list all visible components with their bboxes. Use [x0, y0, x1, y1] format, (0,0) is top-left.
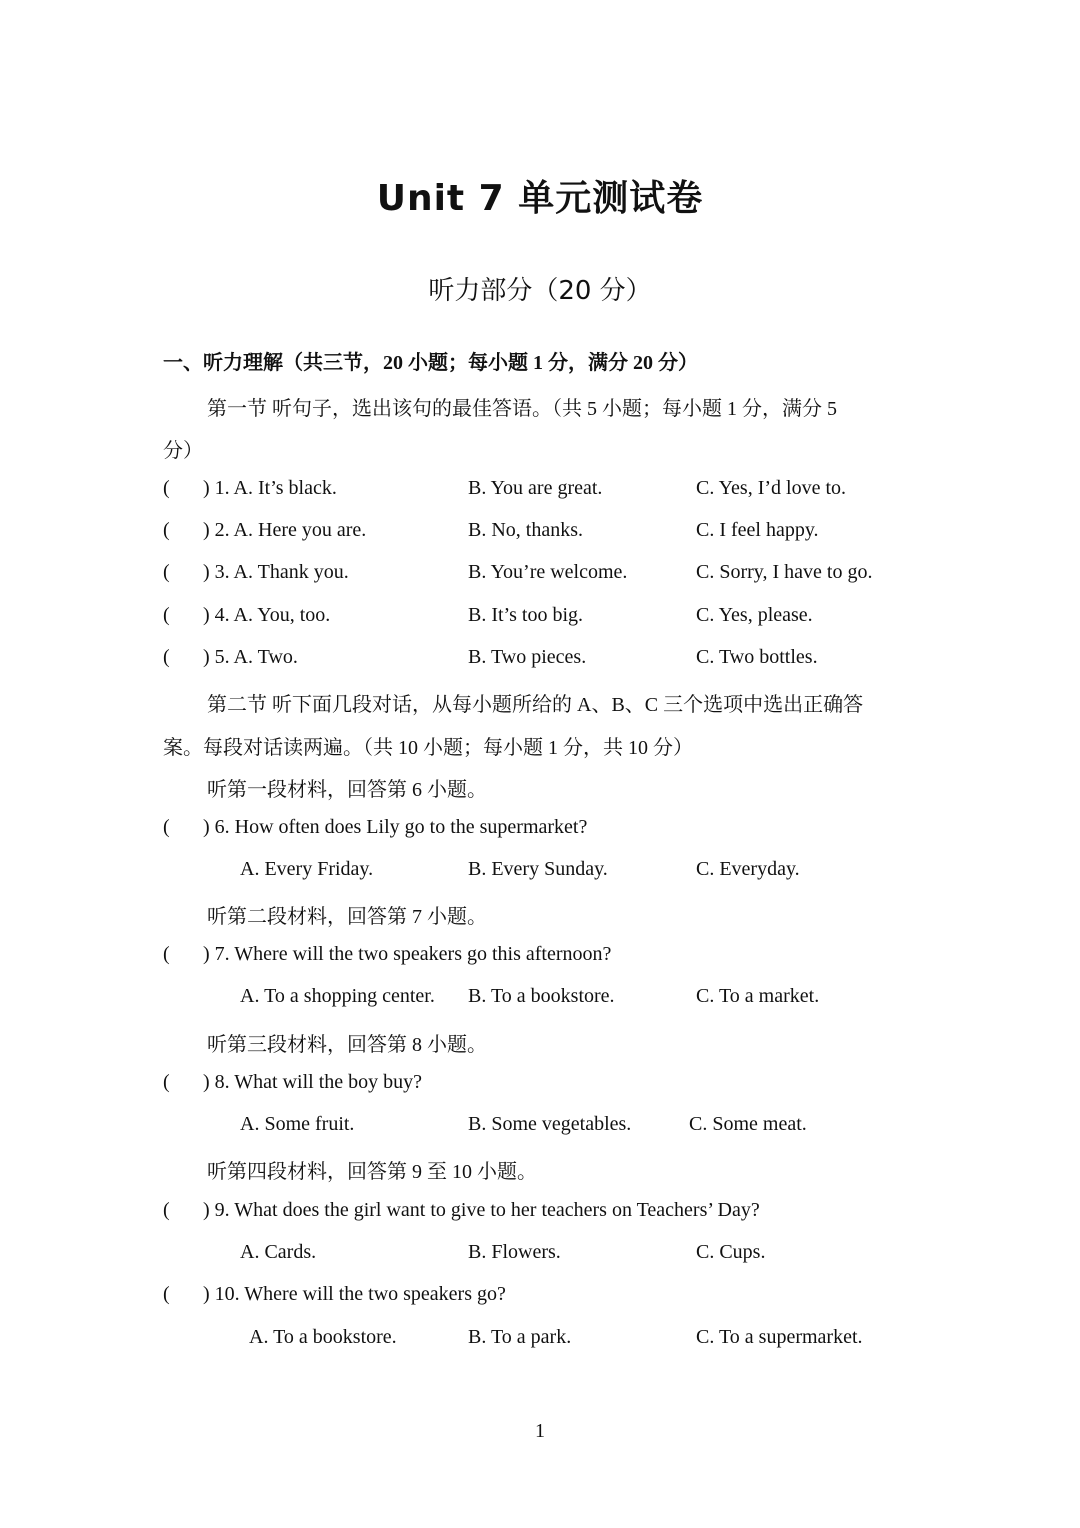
option-a: A. Every Friday.: [240, 858, 374, 880]
option-c: C. Yes, please.: [696, 604, 813, 626]
answer-blank[interactable]: (: [163, 561, 170, 583]
page-subtitle: 听力部分（20 分）: [428, 276, 652, 306]
option-a: A. Some fruit.: [240, 1113, 355, 1135]
option-b: B. Flowers.: [468, 1241, 561, 1263]
option-b: B. Some vegetables.: [468, 1113, 632, 1135]
question-text: ) 8. What will the boy buy?: [203, 1071, 423, 1093]
option-a: A. To a shopping center.: [240, 985, 435, 1007]
option-a: A. To a bookstore.: [249, 1326, 397, 1348]
option-c: C. To a supermarket.: [696, 1326, 863, 1348]
question-text: ) 6. How often does Lily go to the supermarket?: [203, 816, 588, 838]
option-b: B. You’re welcome.: [468, 561, 628, 583]
question-text: ) 9. What does the girl want to give to her teachers on Teachers’ Day?: [203, 1199, 760, 1221]
option-c: C. Sorry, I have to go.: [696, 561, 873, 583]
option-b: B. It’s too big.: [468, 604, 584, 626]
option-b: B. You are great.: [468, 477, 603, 499]
option-a: ) 5. A. Two.: [203, 646, 298, 668]
part2-instruction: 第二节 听下面几段对话，从每小题所给的 A、B、C 三个选项中选出正确答: [207, 694, 864, 716]
answer-blank[interactable]: (: [163, 604, 170, 626]
material-intro: 听第二段材料，回答第 7 小题。: [207, 906, 487, 928]
part2-instruction-cont: 案。每段对话读两遍。（共 10 小题；每小题 1 分，共 10 分）: [163, 737, 693, 759]
option-c: C. Cups.: [696, 1241, 766, 1263]
answer-blank[interactable]: (: [163, 816, 170, 838]
option-b: B. No, thanks.: [468, 519, 583, 541]
question-text: ) 10. Where will the two speakers go?: [203, 1283, 506, 1305]
section-heading: 一、听力理解（共三节，20 小题；每小题 1 分，满分 20 分）: [163, 352, 698, 374]
answer-blank[interactable]: (: [163, 1199, 170, 1221]
option-c: C. I feel happy.: [696, 519, 819, 541]
option-c: C. Yes, I’d love to.: [696, 477, 847, 499]
question-text: ) 7. Where will the two speakers go this afternoon?: [203, 943, 612, 965]
part1-instruction: 第一节 听句子，选出该句的最佳答语。（共 5 小题；每小题 1 分，满分 5: [207, 398, 837, 420]
part1-instruction-cont: 分）: [163, 440, 203, 462]
option-a: ) 3. A. Thank you.: [203, 561, 349, 583]
option-c: C. Some meat.: [689, 1113, 807, 1135]
option-a: A. Cards.: [240, 1241, 317, 1263]
answer-blank[interactable]: (: [163, 1283, 170, 1305]
option-a: ) 4. A. You, too.: [203, 604, 331, 626]
material-intro: 听第四段材料，回答第 9 至 10 小题。: [207, 1161, 537, 1183]
answer-blank[interactable]: (: [163, 519, 170, 541]
page-title: Unit 7 单元测试卷: [376, 178, 704, 219]
option-c: C. Two bottles.: [696, 646, 818, 668]
answer-blank[interactable]: (: [163, 646, 170, 668]
page-number: 1: [535, 1420, 545, 1442]
option-a: ) 2. A. Here you are.: [203, 519, 367, 541]
option-a: ) 1. A. It’s black.: [203, 477, 337, 499]
option-b: B. To a park.: [468, 1326, 572, 1348]
option-b: B. Two pieces.: [468, 646, 587, 668]
option-c: C. Everyday.: [696, 858, 800, 880]
material-intro: 听第三段材料，回答第 8 小题。: [207, 1034, 487, 1056]
answer-blank[interactable]: (: [163, 943, 170, 965]
answer-blank[interactable]: (: [163, 1071, 170, 1093]
option-c: C. To a market.: [696, 985, 820, 1007]
option-b: B. To a bookstore.: [468, 985, 615, 1007]
answer-blank[interactable]: (: [163, 477, 170, 499]
material-intro: 听第一段材料，回答第 6 小题。: [207, 779, 487, 801]
option-b: B. Every Sunday.: [468, 858, 608, 880]
